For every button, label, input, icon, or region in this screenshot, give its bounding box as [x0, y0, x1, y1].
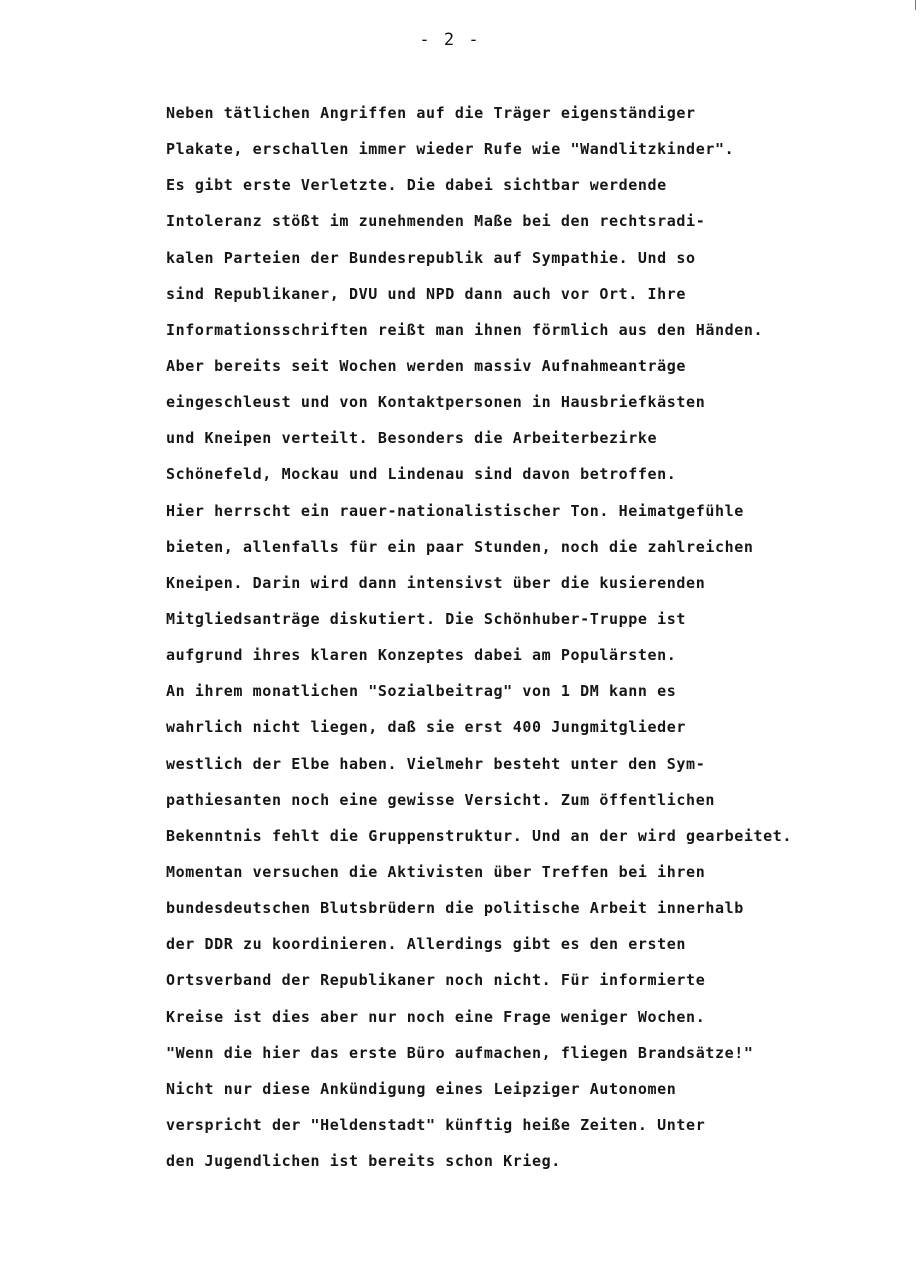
- text-line: sind Republikaner, DVU und NPD dann auch vor Ort. Ihre: [166, 284, 687, 303]
- body-text: [166, 100, 886, 1184]
- text-line: Kneipen. Darin wird dann intensivst über die kusierenden: [166, 573, 706, 592]
- text-line: Informationsschriften reißt man ihnen förmlich aus den Händen.: [166, 320, 764, 339]
- text-line: und Kneipen verteilt. Besonders die Arbeiterbezirke: [166, 429, 658, 448]
- text-line: Es gibt erste Verletzte. Die dabei sichtbar werdende: [166, 176, 667, 195]
- text-line: Schönefeld, Mockau und Lindenau sind davon betroffen.: [166, 465, 677, 484]
- text-line: "Wenn die hier das erste Büro aufmachen, fliegen Brandsätze!": [166, 1043, 754, 1062]
- text-line: Plakate, erschallen immer wieder Rufe wie "Wandlitzkinder".: [166, 140, 735, 159]
- text-line: eingeschleust und von Kontaktpersonen in Hausbriefkästen: [166, 393, 706, 412]
- page-number: - 2 -: [419, 30, 481, 50]
- text-line: verspricht der "Heldenstadt" künftig heiße Zeiten. Unter: [166, 1115, 706, 1134]
- text-line: Aber bereits seit Wochen werden massiv Aufnahmeanträge: [166, 356, 687, 375]
- text-line: der DDR zu koordinieren. Allerdings gibt es den ersten: [166, 935, 687, 954]
- text-line: Intoleranz stößt im zunehmenden Maße bei den rechtsradi-: [166, 212, 706, 231]
- text-line: den Jugendlichen ist bereits schon Krieg.: [166, 1152, 561, 1171]
- text-line: aufgrund ihres klaren Konzeptes dabei am Populärsten.: [166, 646, 677, 665]
- text-line: Kreise ist dies aber nur noch eine Frage weniger Wochen.: [166, 1007, 706, 1026]
- text-line: westlich der Elbe haben. Vielmehr besteht unter den Sym-: [166, 754, 706, 773]
- text-line: Hier herrscht ein rauer-nationalistischer Ton. Heimatgefühle: [166, 501, 744, 520]
- text-line: wahrlich nicht liegen, daß sie erst 400 Jungmitglieder: [166, 718, 687, 737]
- text-line: Bekenntnis fehlt die Gruppenstruktur. Und an der wird gearbeitet.: [166, 826, 792, 845]
- text-line: Ortsverband der Republikaner noch nicht. Für informierte: [166, 971, 706, 990]
- text-line: An ihrem monatlichen "Sozialbeitrag" von 1 DM kann es: [166, 682, 677, 701]
- scan-edge-mark: [915, 0, 916, 10]
- text-line: Nicht nur diese Ankündigung eines Leipziger Autonomen: [166, 1079, 677, 1098]
- text-line: bundesdeutschen Blutsbrüdern die politische Arbeit innerhalb: [166, 899, 744, 918]
- text-line: Neben tätlichen Angriffen auf die Träger eigenständiger: [166, 104, 696, 122]
- text-line: Mitgliedsanträge diskutiert. Die Schönhuber-Truppe ist: [166, 609, 687, 628]
- text-line: pathiesanten noch eine gewisse Versicht. Zum öffentlichen: [166, 790, 715, 809]
- text-line: kalen Parteien der Bundesrepublik auf Sympathie. Und so: [166, 248, 696, 267]
- text-line: Momentan versuchen die Aktivisten über Treffen bei ihren: [166, 862, 706, 881]
- text-line: bieten, allenfalls für ein paar Stunden, noch die zahlreichen: [166, 537, 754, 556]
